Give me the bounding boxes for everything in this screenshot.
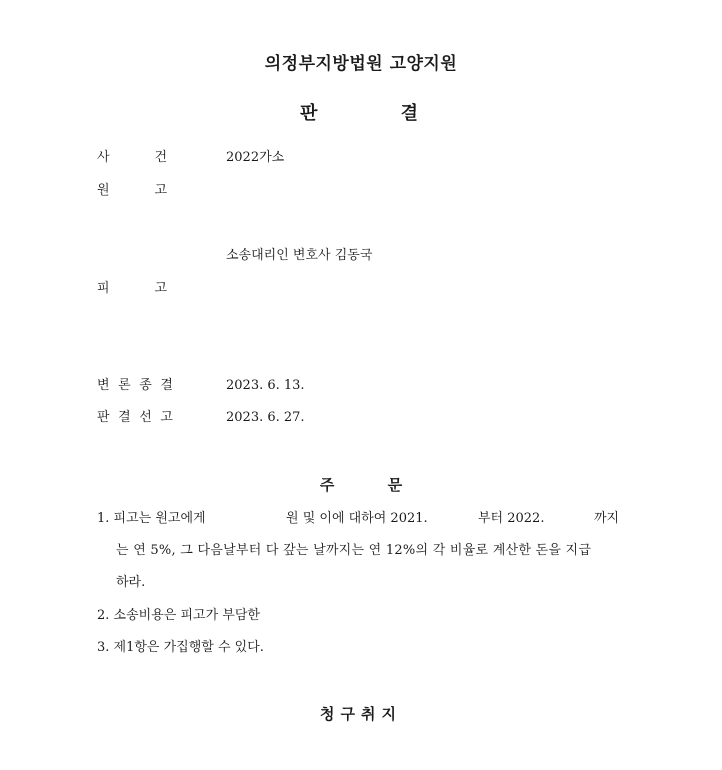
- plaintiff-counsel: 소송대리인 변호사 김동국: [226, 248, 373, 263]
- case-number: 2022가소: [226, 150, 285, 165]
- defendant-label: 피 고: [97, 281, 167, 296]
- order-heading: 주 문: [319, 476, 403, 494]
- plaintiff-label: 원 고: [97, 183, 167, 198]
- closing-label: 변 론 종 결: [97, 378, 173, 393]
- closing-date: 2023. 6. 13.: [226, 378, 305, 393]
- ruling-date: 2023. 6. 27.: [226, 410, 305, 425]
- document-title: [300, 99, 418, 125]
- court-name: 의정부지방법원 고양지원: [264, 54, 458, 74]
- title-char: 결: [400, 103, 418, 124]
- order-item-1-line-3: 하라.: [116, 575, 146, 590]
- order-item-2: 2. 소송비용은 피고가 부담한: [97, 608, 260, 623]
- case-label: 사 건: [97, 150, 167, 165]
- order-item-1-part-b: 원 및 이에 대하여 2021.: [286, 511, 428, 526]
- ruling-label: 판 결 선 고: [97, 410, 173, 425]
- title-char: 판: [300, 103, 318, 124]
- order-item-1-part-a: 1. 피고는 원고에게: [97, 511, 206, 526]
- order-item-1-part-c: 부터 2022.: [478, 511, 545, 526]
- order-item-1-line-2: 는 연 5%, 그 다음날부터 다 갚는 날까지는 연 12%의 각 비율로 계산한 돈을 지급: [116, 543, 592, 558]
- order-item-3: 3. 제1항은 가집행할 수 있다.: [97, 640, 264, 655]
- order-item-1-part-d: 까지: [594, 511, 620, 526]
- claim-heading: 청구취지: [320, 705, 402, 723]
